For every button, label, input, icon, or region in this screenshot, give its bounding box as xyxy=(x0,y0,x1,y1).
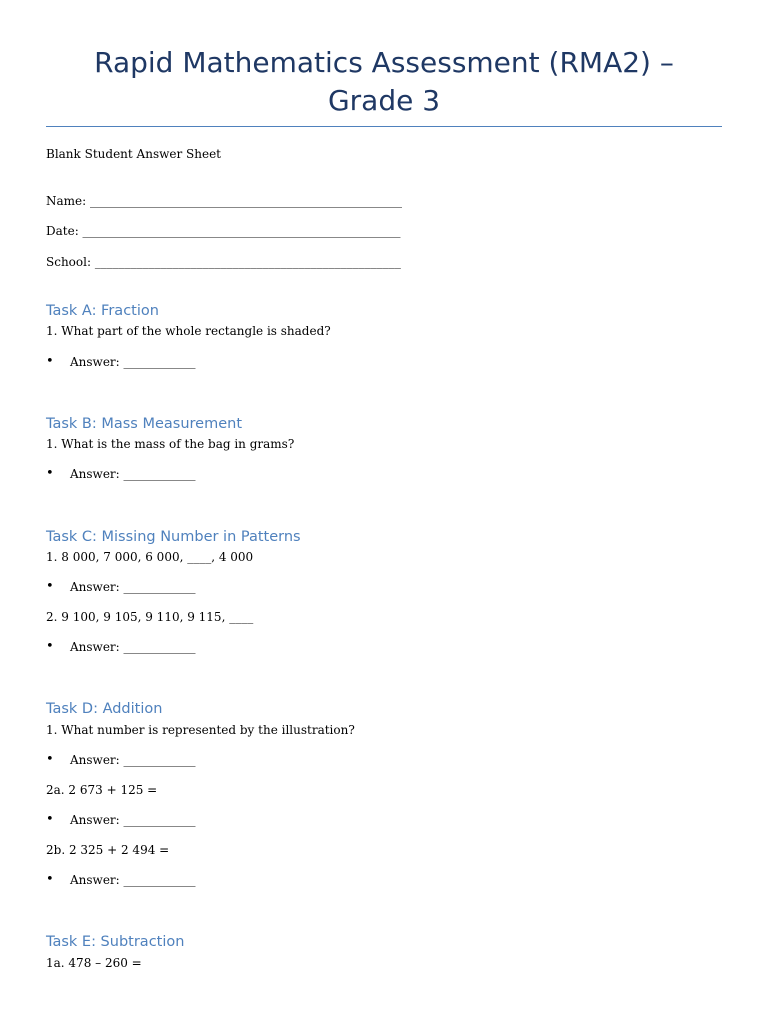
answer-line: Answer: ____________ xyxy=(70,467,196,481)
task-a-heading: Task A: Fraction xyxy=(46,303,159,319)
answer-line: Answer: ____________ xyxy=(70,813,196,827)
task-c-question-2: 2. 9 100, 9 105, 9 110, 9 115, ____ xyxy=(46,610,254,624)
task-d-heading: Task D: Addition xyxy=(46,701,163,717)
title-divider xyxy=(46,126,722,127)
task-b-heading: Task B: Mass Measurement xyxy=(46,416,243,432)
task-e-heading: Task E: Subtraction xyxy=(46,934,185,950)
task-b-question-1: 1. What is the mass of the bag in grams? xyxy=(46,437,295,451)
answer-line: Answer: ____________ xyxy=(70,355,196,369)
task-d-question-2b: 2b. 2 325 + 2 494 = xyxy=(46,843,170,857)
bullet-icon: • xyxy=(46,812,54,827)
bullet-icon: • xyxy=(46,466,54,481)
answer-line: Answer: ____________ xyxy=(70,580,196,594)
task-a-question-1: 1. What part of the whole rectangle is shaded? xyxy=(46,324,331,338)
date-field: Date: _____________________________________________________ xyxy=(46,224,401,238)
bullet-icon: • xyxy=(46,872,54,887)
title-line-1: Rapid Mathematics Assessment (RMA2) – xyxy=(94,46,674,79)
task-c-question-1: 1. 8 000, 7 000, 6 000, ____, 4 000 xyxy=(46,550,254,564)
title-line-2: Grade 3 xyxy=(327,84,441,117)
school-field: School: ___________________________________________________ xyxy=(46,255,401,269)
answer-line: Answer: ____________ xyxy=(70,873,196,887)
answer-line: Answer: ____________ xyxy=(70,753,196,767)
task-d-question-2a: 2a. 2 673 + 125 = xyxy=(46,783,158,797)
bullet-icon: • xyxy=(46,354,54,369)
task-d-question-1: 1. What number is represented by the illustration? xyxy=(46,723,355,737)
bullet-icon: • xyxy=(46,752,54,767)
bullet-icon: • xyxy=(46,639,54,654)
answer-line: Answer: ____________ xyxy=(70,640,196,654)
task-e-question-1a: 1a. 478 – 260 = xyxy=(46,956,142,970)
name-field: Name: ____________________________________________________ xyxy=(46,194,402,208)
page-title xyxy=(0,44,768,120)
subtitle: Blank Student Answer Sheet xyxy=(46,147,221,161)
bullet-icon: • xyxy=(46,579,54,594)
task-c-heading: Task C: Missing Number in Patterns xyxy=(46,529,301,545)
